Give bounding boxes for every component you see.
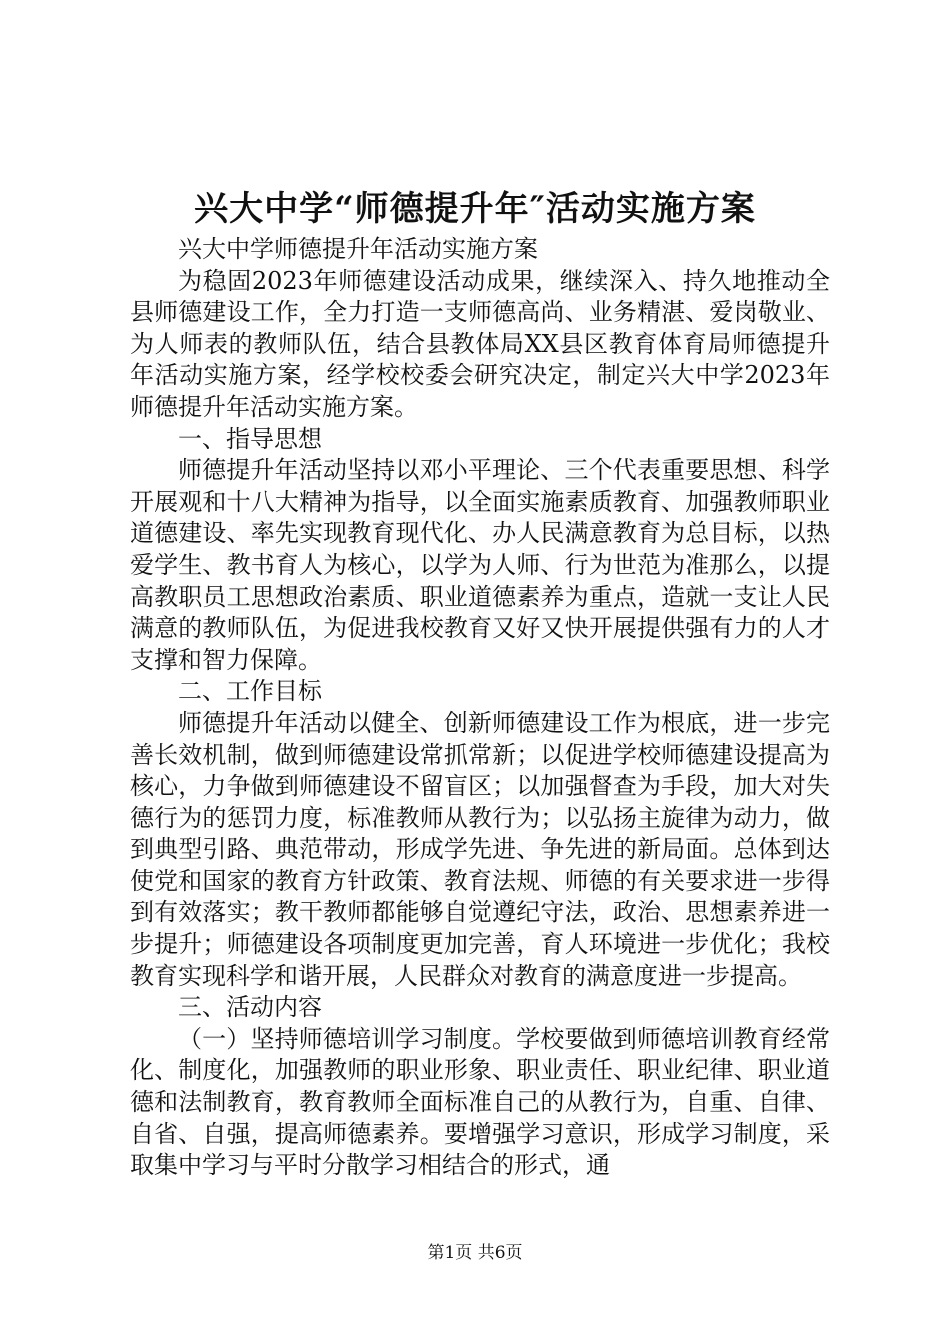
section-paragraph-activity-content: （一）坚持师德培训学习制度。学校要做到师德培训教育经常化、制度化，加强教师的职业形象、职业责任、职业纪律、职业道德和法制教育，教育教师全面标准自己的从教行为，自重、自律、自省、自强，提高师德素养。要增强学习意识，形成学习制度，采取集中学习与平时分散学习相结合的形式，通 [130,1024,830,1180]
document-title: 兴大中学“师德提升年″活动实施方案 [194,189,756,229]
section-paragraph-guiding-ideology: 师德提升年活动坚持以邓小平理论、三个代表重要思想、科学开展观和十八大精神为指导，以全面实施素质教育、加强教师职业道德建设、率先实现教育现代化、办人民满意教育为总目标，以热爱学生、教书育人为核心，以学为人师、行为世范为准那么，以提高教职员工思想政治素质、职业道德素养为重点，造就一支让人民满意的教师队伍，为促进我校教育又好又快开展提供强有力的人才支撑和智力保障。 [130,456,830,674]
page-number-footer: 第1页 共6页 [427,1243,523,1263]
document-subtitle: 兴大中学师德提升年活动实施方案 [178,235,538,263]
section-heading-activity-content: 三、活动内容 [178,993,322,1022]
section-heading-guiding-ideology: 一、指导思想 [178,424,322,453]
document-body [130,234,830,1182]
section-heading-work-goals: 二、工作目标 [178,677,322,706]
intro-paragraph: 为稳固2023年师德建设活动成果，继续深入、持久地推动全县师德建设工作，全力打造一支师德高尚、业务精湛、爱岗敬业、为人师表的教师队伍，结合县教体局XX县区教育体育局师德提升年活动实施方案，经学校校委会研究决定，制定兴大中学2023年师德提升年活动实施方案。 [130,266,830,421]
section-paragraph-work-goals: 师德提升年活动以健全、创新师德建设工作为根底，进一步完善长效机制，做到师德建设常抓常新；以促进学校师德建设提高为核心，力争做到师德建设不留盲区；以加强督查为手段，加大对失德行为的惩罚力度，标准教师从教行为；以弘扬主旋律为动力，做到典型引路、典范带动，形成学先进、争先进的新局面。总体到达使党和国家的教育方针政策、教育法规、师德的有关要求进一步得到有效落实；教干教师都能够自觉遵纪守法，政治、思想素养进一步提升；师德建设各项制度更加完善，育人环境进一步优化；我校教育实现科学和谐开展，人民群众对教育的满意度进一步提高。 [130,708,830,990]
